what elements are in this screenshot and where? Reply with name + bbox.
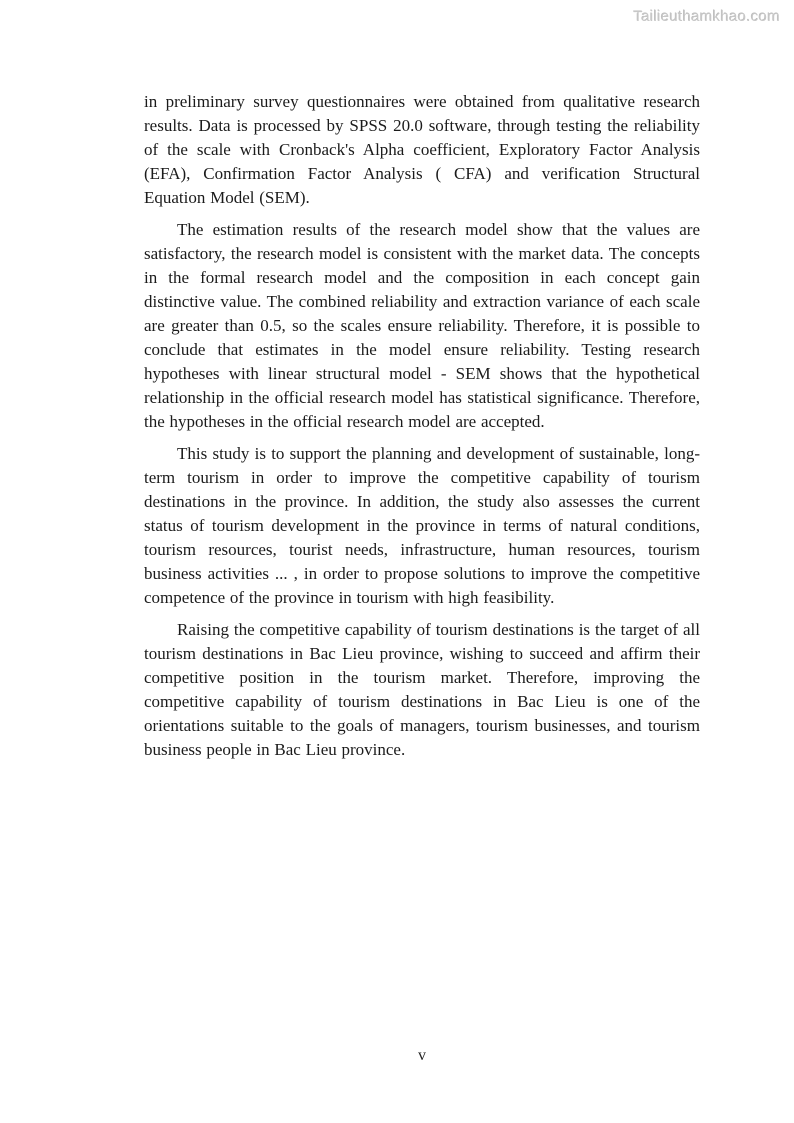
paragraph-3: This study is to support the planning and development of sustainable, long-term tourism in order to improve the competitive capability of tourism destinations in the province. In addition, the study also assesses the current status of tourism development in the province in terms of natural conditions, tourism resources, tourist needs, infrastructure, human resources, tourism business activities ... , in order to propose solutions to improve the competitive competence of the province in tourism with high feasibility.	[144, 444, 700, 607]
paragraph-4: Raising the competitive capability of tourism destinations is the target of all tourism destinations in Bac Lieu province, wishing to succeed and affirm their competitive position in the tourism market. Therefore, improving the competitive capability of tourism destinations in Bac Lieu is one of the orientations suitable to the goals of managers, tourism businesses, and tourism business people in Bac Lieu province.	[144, 620, 700, 759]
document-body	[144, 90, 700, 762]
watermark: Tailieuthamkhao.com	[633, 8, 780, 25]
page-number: v	[418, 1047, 426, 1064]
paragraph-1: in preliminary survey questionnaires were obtained from qualitative research results. Data is processed by SPSS 20.0 software, through testing the reliability of the scale with Cronback's Alpha coefficient, Exploratory Factor Analysis (EFA), Confirmation Factor Analysis ( CFA) and verification Structural Equation Model (SEM).	[144, 92, 700, 207]
paragraph-2: The estimation results of the research model show that the values are satisfactory, the research model is consistent with the market data. The concepts in the formal research model and the composition in each concept gain distinctive value. The combined reliability and extraction variance of each scale are greater than 0.5, so the scales ensure reliability. Therefore, it is possible to conclude that estimates in the model ensure reliability. Testing research hypotheses with linear structural model - SEM shows that the hypothetical relationship in the official research model has statistical significance. Therefore, the hypotheses in the official research model are accepted.	[144, 220, 700, 431]
